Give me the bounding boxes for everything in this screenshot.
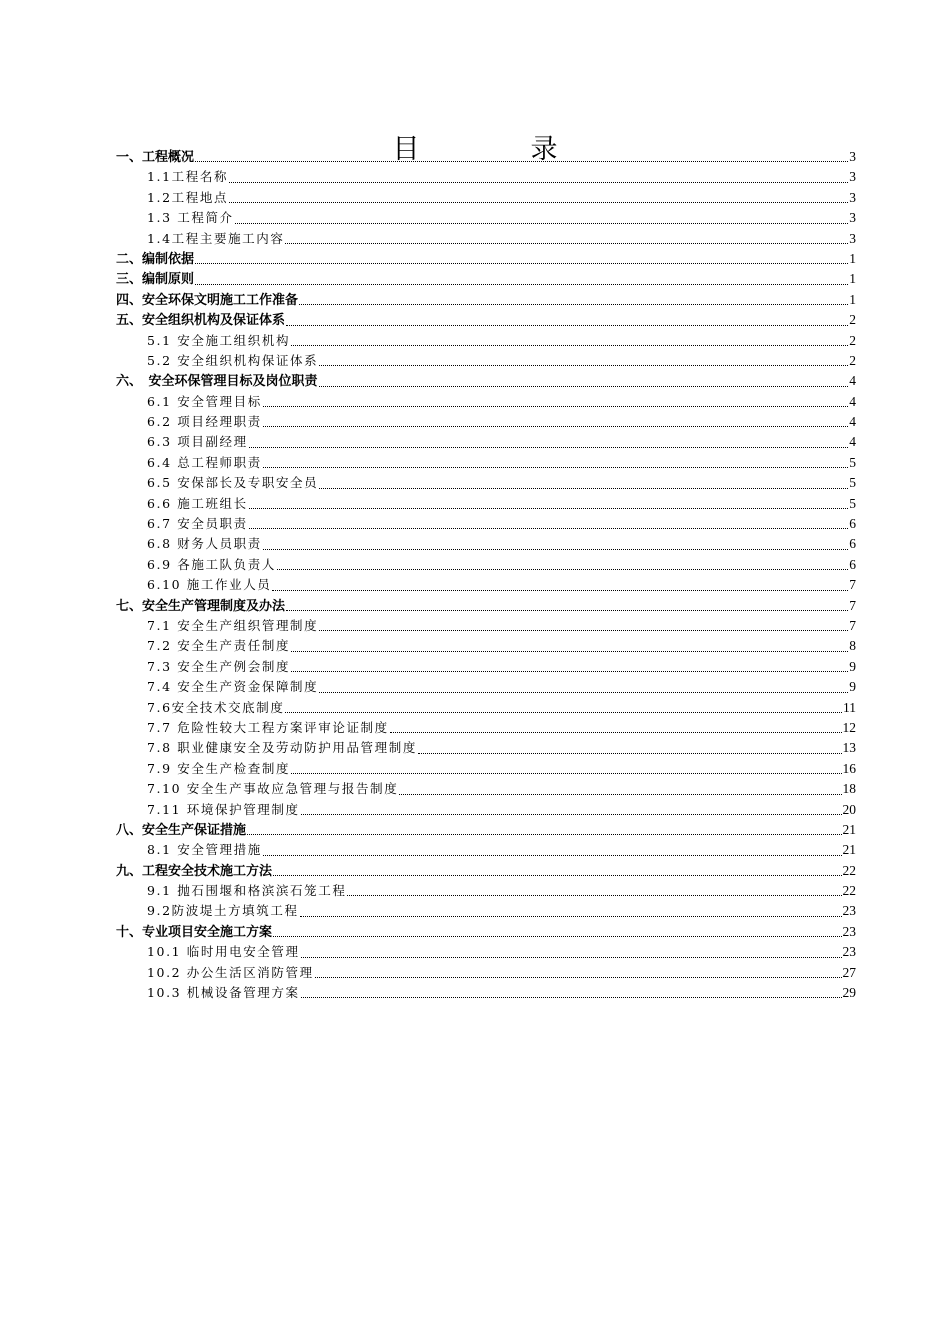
toc-chapter-entry[interactable] bbox=[116, 147, 856, 167]
toc-dot-leader bbox=[249, 446, 848, 448]
toc-page-number: 4 bbox=[849, 414, 856, 430]
toc-entry-label: 6.3 项目副经理 bbox=[147, 434, 248, 450]
toc-section-entry[interactable] bbox=[116, 494, 856, 514]
toc-page-number: 8 bbox=[849, 638, 856, 654]
toc-dot-leader bbox=[286, 324, 848, 326]
toc-dot-leader bbox=[263, 548, 848, 550]
toc-section-entry[interactable] bbox=[116, 738, 856, 758]
toc-page-number: 6 bbox=[849, 516, 856, 532]
toc-page-number: 3 bbox=[849, 189, 856, 205]
toc-dot-leader bbox=[273, 874, 841, 876]
toc-chapter-entry[interactable] bbox=[116, 269, 856, 289]
toc-dot-leader bbox=[319, 385, 849, 387]
toc-entry-label: 六、 安全环保管理目标及岗位职责 bbox=[116, 374, 318, 390]
toc-entry-label: 九、工程安全技术施工方法 bbox=[116, 863, 273, 879]
toc-section-entry[interactable] bbox=[116, 779, 856, 799]
toc-entry-label: 7.3 安全生产例会制度 bbox=[147, 658, 291, 674]
toc-entry-label: 1.1工程名称 bbox=[147, 169, 229, 185]
toc-page-number: 23 bbox=[842, 903, 856, 919]
toc-section-entry[interactable] bbox=[116, 840, 856, 860]
toc-section-entry[interactable] bbox=[116, 555, 856, 575]
toc-page-number: 22 bbox=[842, 862, 856, 878]
toc-entry-label: 6.8 财务人员职责 bbox=[147, 536, 262, 552]
toc-entry-label: 10.3 机械设备管理方案 bbox=[147, 985, 300, 1001]
toc-dot-leader bbox=[390, 731, 842, 733]
toc-dot-leader bbox=[249, 527, 848, 529]
toc-page-number: 3 bbox=[849, 149, 856, 164]
toc-page-number: 9 bbox=[849, 679, 856, 695]
toc-page-number: 23 bbox=[842, 944, 856, 960]
toc-dot-leader bbox=[301, 996, 842, 998]
toc-dot-leader bbox=[263, 466, 848, 468]
toc-page-number: 3 bbox=[849, 210, 856, 226]
toc-page-number: 5 bbox=[849, 475, 856, 491]
toc-dot-leader bbox=[291, 772, 841, 774]
toc-dot-leader bbox=[319, 691, 848, 693]
toc-page-number: 23 bbox=[842, 923, 856, 939]
toc-title: 目 录 bbox=[392, 134, 600, 166]
toc-chapter-entry[interactable] bbox=[116, 310, 856, 330]
toc-section-entry[interactable] bbox=[116, 534, 856, 554]
toc-dot-leader bbox=[301, 956, 842, 958]
toc-page-number: 6 bbox=[849, 536, 856, 552]
toc-page-number: 4 bbox=[849, 393, 856, 409]
toc-dot-leader bbox=[235, 222, 849, 224]
toc-page-number: 22 bbox=[842, 883, 856, 899]
toc-section-entry[interactable] bbox=[116, 677, 856, 697]
toc-section-entry[interactable] bbox=[116, 412, 856, 432]
toc-dot-leader bbox=[315, 976, 842, 978]
toc-entry-label: 三、编制原则 bbox=[116, 272, 195, 288]
toc-section-entry[interactable] bbox=[116, 636, 856, 656]
toc-entry-label: 10.2 办公生活区消防管理 bbox=[147, 964, 314, 980]
toc-dot-leader bbox=[291, 650, 848, 652]
toc-section-entry[interactable] bbox=[116, 208, 856, 228]
toc-entry-label: 7.4 安全生产资金保障制度 bbox=[147, 679, 319, 695]
toc-entry-label: 1.3 工程简介 bbox=[147, 210, 234, 226]
toc-chapter-entry[interactable] bbox=[116, 596, 856, 616]
toc-entry-label: 9.2防波堤土方填筑工程 bbox=[147, 903, 299, 919]
toc-dot-leader bbox=[291, 670, 848, 672]
toc-page-number: 5 bbox=[849, 495, 856, 511]
toc-dot-leader bbox=[319, 487, 848, 489]
toc-page-number: 4 bbox=[849, 373, 856, 389]
toc-page-number: 11 bbox=[843, 699, 856, 715]
toc-section-entry[interactable] bbox=[116, 392, 856, 412]
toc-dot-leader bbox=[247, 833, 841, 835]
toc-section-entry[interactable] bbox=[116, 473, 856, 493]
toc-page-number: 7 bbox=[849, 577, 856, 593]
toc-entry-label: 7.8 职业健康安全及劳动防护用品管理制度 bbox=[147, 740, 417, 756]
toc-section-entry[interactable] bbox=[116, 514, 856, 534]
toc-page-number: 3 bbox=[849, 169, 856, 185]
toc-section-entry[interactable] bbox=[116, 963, 856, 983]
table-of-contents bbox=[116, 147, 856, 1003]
toc-section-entry[interactable] bbox=[116, 698, 856, 718]
toc-dot-leader bbox=[229, 201, 848, 203]
toc-section-entry[interactable] bbox=[116, 718, 856, 738]
toc-page-number: 5 bbox=[849, 454, 856, 470]
toc-page-number: 3 bbox=[849, 230, 856, 246]
toc-page-number: 1 bbox=[849, 271, 856, 287]
toc-section-entry[interactable] bbox=[116, 616, 856, 636]
toc-section-entry[interactable] bbox=[116, 759, 856, 779]
toc-page-number: 13 bbox=[842, 740, 856, 756]
toc-entry-label: 8.1 安全管理措施 bbox=[147, 842, 262, 858]
toc-section-entry[interactable] bbox=[116, 881, 856, 901]
toc-section-entry[interactable] bbox=[116, 453, 856, 473]
toc-dot-leader bbox=[249, 507, 848, 509]
toc-entry-label: 10.1 临时用电安全管理 bbox=[147, 944, 300, 960]
toc-page-number: 21 bbox=[842, 821, 856, 837]
toc-page-number: 27 bbox=[842, 964, 856, 980]
toc-dot-leader bbox=[299, 303, 848, 305]
toc-entry-label: 6.1 安全管理目标 bbox=[147, 393, 262, 409]
toc-entry-label: 7.6安全技术交底制度 bbox=[147, 699, 285, 715]
toc-entry-label: 6.2 项目经理职责 bbox=[147, 414, 262, 430]
toc-entry-label: 5.2 安全组织机构保证体系 bbox=[147, 352, 319, 368]
toc-dot-leader bbox=[301, 813, 842, 815]
toc-section-entry[interactable] bbox=[116, 575, 856, 595]
toc-entry-label: 6.4 总工程师职责 bbox=[147, 454, 262, 470]
toc-page-number: 12 bbox=[842, 719, 856, 735]
toc-page-number: 4 bbox=[849, 434, 856, 450]
toc-entry-label: 6.10 施工作业人员 bbox=[147, 577, 272, 593]
toc-dot-leader bbox=[229, 181, 848, 183]
toc-dot-leader bbox=[399, 793, 841, 795]
toc-entry-label: 7.10 安全生产事故应急管理与报告制度 bbox=[147, 781, 399, 797]
toc-section-entry[interactable] bbox=[116, 229, 856, 249]
toc-section-entry[interactable] bbox=[116, 901, 856, 921]
toc-entry-label: 1.4工程主要施工内容 bbox=[147, 230, 285, 246]
toc-page-number: 16 bbox=[842, 760, 856, 776]
toc-dot-leader bbox=[263, 854, 842, 856]
toc-page-number: 9 bbox=[849, 658, 856, 674]
toc-page-number: 7 bbox=[849, 597, 856, 613]
toc-chapter-entry[interactable] bbox=[116, 290, 856, 310]
toc-section-entry[interactable] bbox=[116, 432, 856, 452]
toc-entry-label: 7.9 安全生产检查制度 bbox=[147, 760, 291, 776]
toc-section-entry[interactable] bbox=[116, 331, 856, 351]
toc-chapter-entry[interactable] bbox=[116, 371, 856, 391]
toc-dot-leader bbox=[285, 242, 848, 244]
toc-section-entry[interactable] bbox=[116, 800, 856, 820]
toc-entry-label: 6.5 安保部长及专职安全员 bbox=[147, 475, 319, 491]
toc-section-entry[interactable] bbox=[116, 351, 856, 371]
toc-page-number: 2 bbox=[849, 332, 856, 348]
toc-dot-leader bbox=[195, 283, 848, 285]
toc-page-number: 6 bbox=[849, 556, 856, 572]
toc-entry-label: 十、专业项目安全施工方案 bbox=[116, 924, 273, 940]
toc-page-number: 21 bbox=[842, 842, 856, 858]
toc-page-number: 1 bbox=[849, 291, 856, 307]
toc-entry-label: 5.1 安全施工组织机构 bbox=[147, 332, 291, 348]
toc-page-number: 29 bbox=[842, 985, 856, 1001]
toc-entry-label: 7.7 危险性较大工程方案评审论证制度 bbox=[147, 719, 389, 735]
toc-dot-leader bbox=[300, 915, 842, 917]
toc-entry-label: 6.9 各施工队负责人 bbox=[147, 556, 276, 572]
toc-entry-label: 1.2工程地点 bbox=[147, 189, 229, 205]
toc-dot-leader bbox=[418, 752, 842, 754]
toc-chapter-entry[interactable] bbox=[116, 249, 856, 269]
toc-dot-leader bbox=[319, 629, 848, 631]
toc-entry-label: 四、安全环保文明施工工作准备 bbox=[116, 292, 299, 308]
toc-dot-leader bbox=[272, 589, 848, 591]
toc-entry-label: 七、安全生产管理制度及办法 bbox=[116, 598, 286, 614]
toc-chapter-entry[interactable] bbox=[116, 922, 856, 942]
toc-entry-label: 6.7 安全员职责 bbox=[147, 516, 248, 532]
toc-section-entry[interactable] bbox=[116, 188, 856, 208]
toc-entry-label: 6.6 施工班组长 bbox=[147, 495, 248, 511]
toc-entry-label: 一、工程概况 bbox=[116, 150, 195, 165]
toc-chapter-entry[interactable] bbox=[116, 820, 856, 840]
toc-section-entry[interactable] bbox=[116, 942, 856, 962]
toc-page-number: 7 bbox=[849, 617, 856, 633]
toc-entry-label: 7.2 安全生产责任制度 bbox=[147, 638, 291, 654]
toc-section-entry[interactable] bbox=[116, 983, 856, 1003]
toc-section-entry[interactable] bbox=[116, 657, 856, 677]
toc-entry-label: 9.1 抛石围堰和格滨滨石笼工程 bbox=[147, 883, 347, 899]
toc-section-entry[interactable] bbox=[116, 167, 856, 187]
toc-dot-leader bbox=[277, 568, 848, 570]
toc-dot-leader bbox=[291, 344, 848, 346]
toc-entry-label: 7.11 环境保护管理制度 bbox=[147, 801, 300, 817]
toc-dot-leader bbox=[195, 160, 848, 162]
toc-dot-leader bbox=[195, 262, 848, 264]
toc-page-number: 20 bbox=[842, 801, 856, 817]
toc-entry-label: 八、安全生产保证措施 bbox=[116, 822, 247, 838]
toc-chapter-entry[interactable] bbox=[116, 861, 856, 881]
toc-page-number: 2 bbox=[849, 352, 856, 368]
toc-entry-label: 二、编制依据 bbox=[116, 251, 195, 267]
toc-entry-label: 7.1 安全生产组织管理制度 bbox=[147, 617, 319, 633]
toc-dot-leader bbox=[285, 711, 842, 713]
toc-page-number: 2 bbox=[849, 312, 856, 328]
toc-page-number: 1 bbox=[849, 250, 856, 266]
toc-entry-label: 五、安全组织机构及保证体系 bbox=[116, 313, 286, 329]
toc-dot-leader bbox=[347, 894, 841, 896]
toc-dot-leader bbox=[286, 609, 848, 611]
toc-dot-leader bbox=[263, 405, 848, 407]
toc-dot-leader bbox=[263, 425, 848, 427]
toc-page-number: 18 bbox=[842, 781, 856, 797]
toc-dot-leader bbox=[273, 935, 841, 937]
toc-dot-leader bbox=[319, 364, 848, 366]
